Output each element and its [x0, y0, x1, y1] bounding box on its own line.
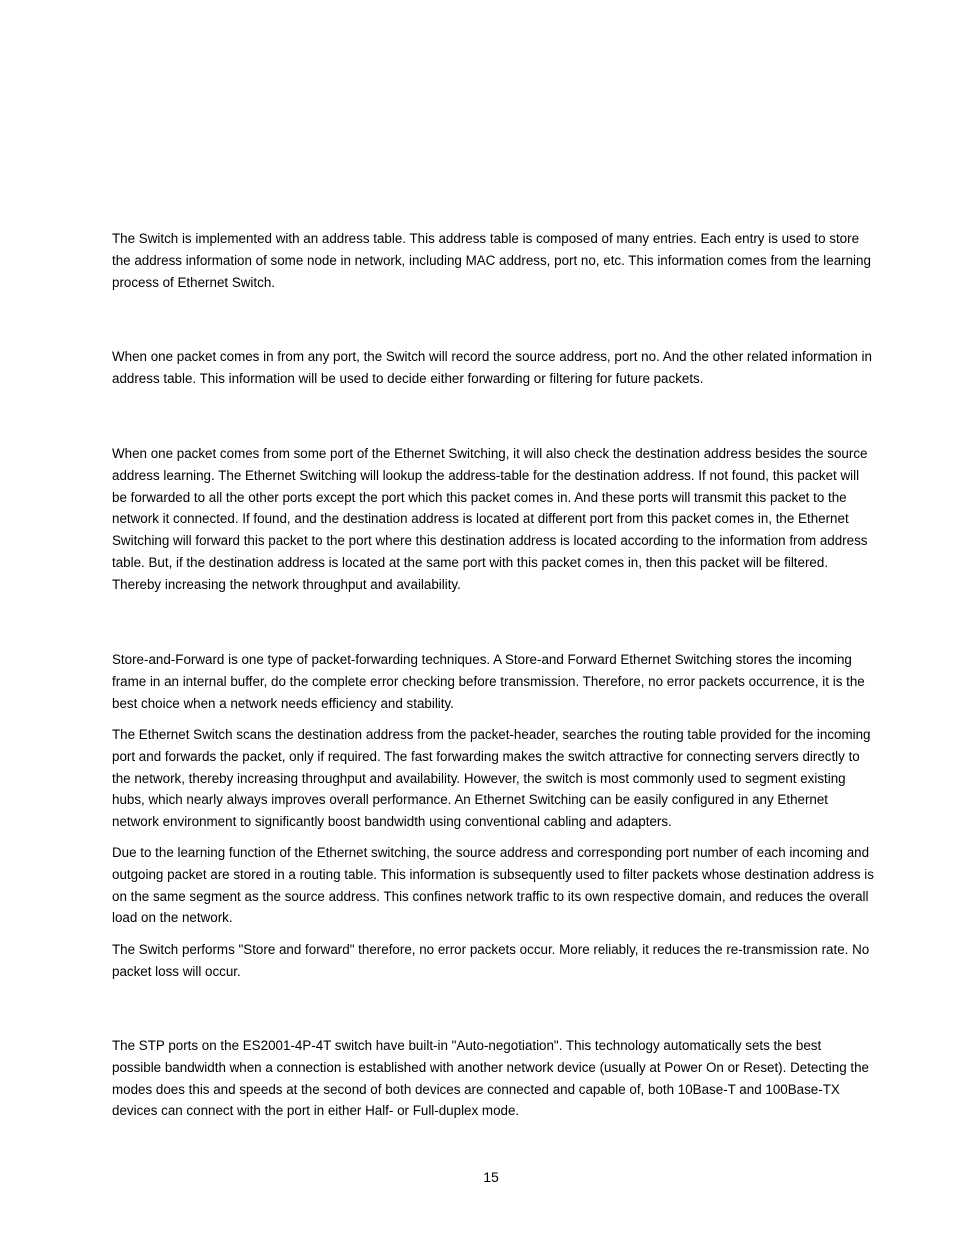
paragraph-learning-function: Due to the learning function of the Ethernet switching, the source address and corresponding port number of each incoming and outgoing packet are stored in a routing table. This information is subsequently used to filter packets whose destination address is on the same segment as the source address. This confines network traffic to its own respective domain, and reduces the overall load on the network.: [112, 845, 874, 926]
paragraph-switch-scanning: The Ethernet Switch scans the destination address from the packet-header, searches the routing table provided for the incoming port and forwards the packet, only if required. The fast forwarding makes the switch attractive for connecting servers directly to the network, thereby increasing throughput and availability. However, the switch is most commonly used to segment existing hubs, which nearly always improves overall performance. An Ethernet Switching can be easily configured in any Ethernet network environment to significantly boost bandwidth using conventional cabling and adapters.: [112, 727, 871, 830]
page-number: 15: [483, 1169, 499, 1185]
paragraph-no-packet-loss: The Switch performs "Store and forward" therefore, no error packets occur. More reliably, it reduces the re-transmission rate. No packet loss will occur.: [112, 942, 870, 979]
paragraph-store-and-forward: Store-and-Forward is one type of packet-forwarding techniques. A Store-and Forward Ethernet Switching stores the incoming frame in an internal buffer, do the complete error checking before transmission. Therefore, no error packets occurrence, it is the best choice when a network needs efficiency and stability.: [112, 652, 865, 711]
paragraph-forwarding-filtering: When one packet comes from some port of the Ethernet Switching, it will also check the destination address besides the source address learning. The Ethernet Switching will lookup the address-table for the destination address. If not found, this packet will be forwarded to all the other ports except the port which this packet comes in. And these ports will transmit this packet to the network it connected. If found, and the destination address is located at different port from this packet comes in, the Ethernet Switching will forward this packet to the port where this destination address is located according to the information from address table. But, if the destination address is located at the same port with this packet comes in, then this packet will be filtered. Thereby increasing the network throughput and availability.: [112, 446, 868, 592]
paragraph-address-table: The Switch is implemented with an address table. This address table is composed of many entries. Each entry is used to store the address information of some node in network, including MAC address, port no, etc. This information comes from the learning process of Ethernet Switch.: [112, 231, 871, 290]
paragraph-address-learning: When one packet comes in from any port, the Switch will record the source address, port no. And the other related information in address table. This information will be used to decide either forwarding or filtering for future packets.: [112, 349, 872, 386]
paragraph-auto-negotiation: The STP ports on the ES2001-4P-4T switch have built-in "Auto-negotiation". This technology automatically sets the best possible bandwidth when a connection is established with another network device (usually at Power On or Reset). Detecting the modes does this and speeds at the second of both devices are connected and capable of, both 10Base-T and 100Base-TX devices can connect with the port in either Half- or Full-duplex mode.: [112, 1038, 869, 1119]
